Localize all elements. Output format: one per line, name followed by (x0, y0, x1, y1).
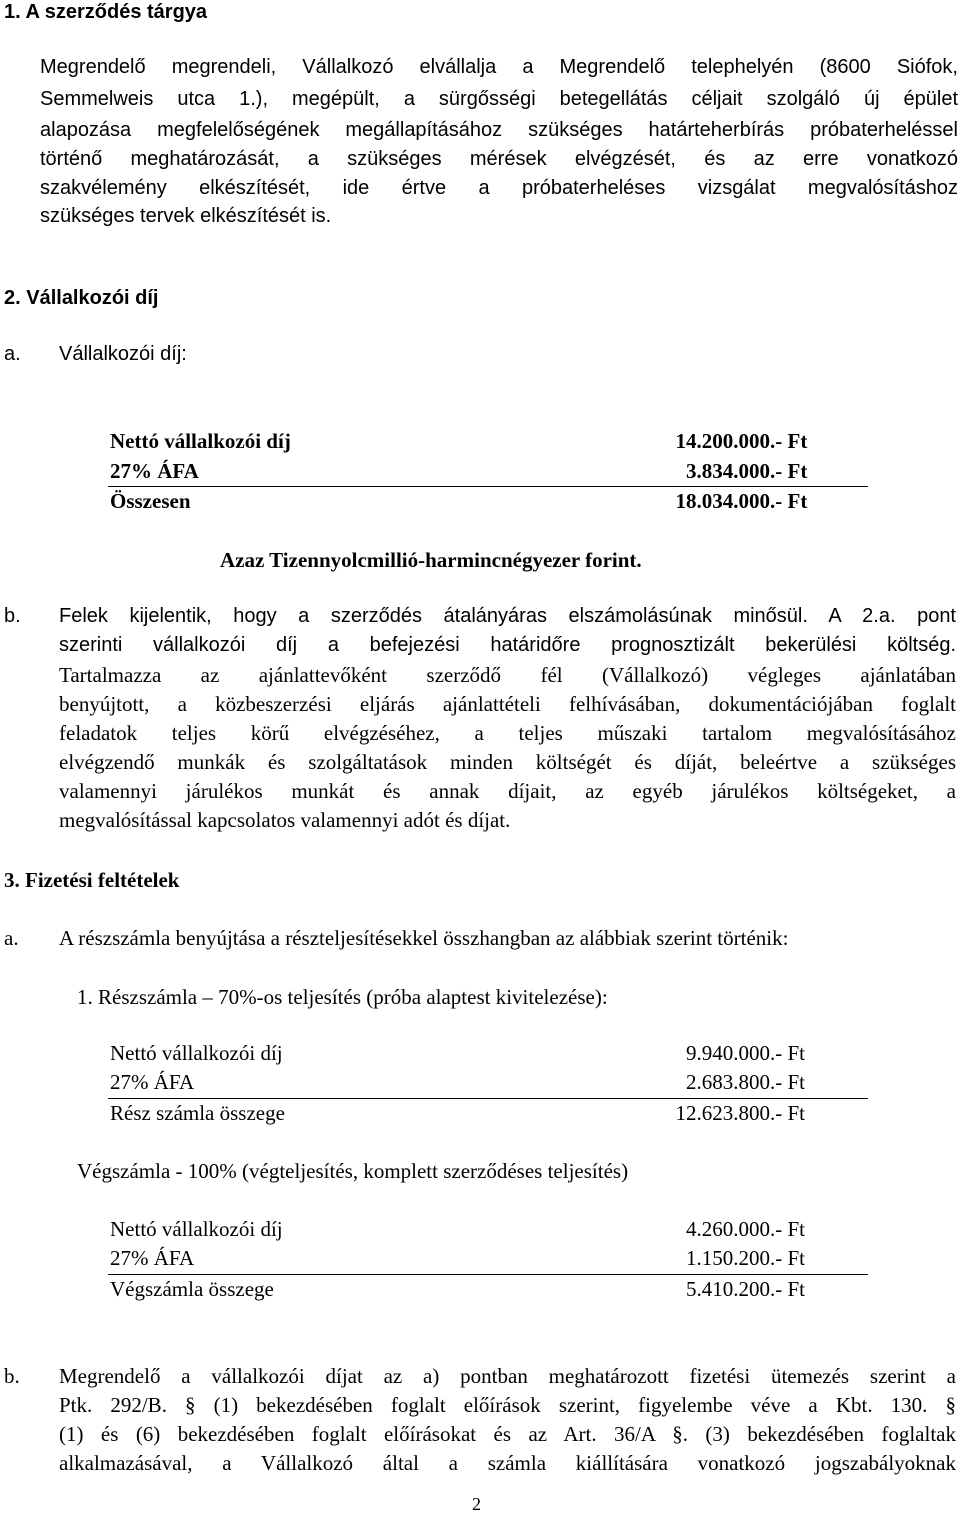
final-row-unit: .- Ft (770, 1277, 806, 1301)
fee-in-words: Azaz Tizennyolcmillió-harmincnégyezer forint. (220, 548, 642, 572)
s2-b-line-8: megvalósítással kapcsolatos valamennyi adót és díjat. (59, 808, 511, 832)
final-row-amount: 1.150.200 (686, 1246, 770, 1270)
section-2-heading: 2. Vállalkozói díj (4, 287, 159, 309)
fee-row-label: 27% ÁFA (110, 459, 199, 483)
fee-row-amount: 14.200.000 (675, 429, 770, 453)
s3-b-line-1: Megrendelő a vállalkozói díjat az a) pontban meghatározott fizetési ütemezés szerint a (59, 1364, 956, 1388)
s2-b-line-3: Tartalmazza az ajánlattevőként szerződő fél (Vállalkozó) végleges ajánlatában (59, 663, 956, 687)
s1-line-4: történő meghatározását, a szükséges mérések elvégzését, és az erre vonatkozó (40, 148, 958, 170)
s2-b-line-5: feladatok teljes körű elvégzéséhez, a teljes műszaki tartalom megvalósításához (59, 721, 956, 745)
s2-b-line-1: Felek kijelentik, hogy a szerződés átalányáras elszámolásúnak minősül. A 2.a. pont (59, 605, 956, 627)
s3-a-marker: a. (4, 926, 19, 950)
part1-row-label: Nettó vállalkozói díj (110, 1041, 283, 1065)
s2-b-line-6: elvégzendő munkák és szolgáltatások minden költségét és díját, beleértve a szükséges (59, 750, 956, 774)
fee-row-amount: 18.034.000 (675, 489, 770, 513)
s2-b-line-2: szerinti vállalkozói díj a befejezési határidőre prognosztizált bekerülési költség. (59, 634, 956, 656)
part1-row-amount: 9.940.000 (686, 1041, 770, 1065)
final-title: Végszámla - 100% (végteljesítés, komplett szerződéses teljesítés) (77, 1159, 629, 1183)
s2-a-marker: a. (4, 343, 21, 365)
fee-row-unit: .- Ft (770, 489, 808, 513)
final-row-label: Végszámla összege (110, 1277, 274, 1301)
s3-b-marker: b. (4, 1364, 20, 1388)
part1-table-divider (108, 1098, 868, 1099)
part1-row-label: Rész számla összege (110, 1101, 285, 1125)
final-row-label: 27% ÁFA (110, 1246, 195, 1270)
fee-row-unit: .- Ft (770, 429, 808, 453)
fee-table-divider (108, 486, 868, 487)
s3-a-text: A részszámla benyújtása a részteljesítésekkel összhangban az alábbiak szerint történik: (59, 926, 789, 950)
s2-b-line-7: valamennyi járulékos munkát és annak díjait, az egyéb járulékos költségeket, a (59, 779, 956, 803)
page-number: 2 (472, 1494, 481, 1514)
s1-line-3: alapozása megfelelőségének megállapításához szükséges határteherbírás próbaterheléssel (40, 119, 958, 141)
s1-line-2: Semmelweis utca 1.), megépült, a sürgősségi betegellátás céljait szolgáló új épület (40, 88, 958, 110)
part1-row-unit: .- Ft (770, 1070, 806, 1094)
s2-b-line-4: benyújtott, a közbeszerzési eljárás ajánlattételi felhívásában, dokumentációjában foglalt (59, 692, 956, 716)
part1-title: 1. Részszámla – 70%-os teljesítés (próba alaptest kivitelezése): (77, 985, 608, 1009)
s1-line-1: Megrendelő megrendeli, Vállalkozó elvállalja a Megrendelő telephelyén (8600 Siófok, (40, 56, 958, 78)
fee-row-amount: 3.834.000 (686, 459, 770, 483)
final-row-unit: .- Ft (770, 1217, 806, 1241)
final-row-label: Nettó vállalkozói díj (110, 1217, 283, 1241)
section-3-heading: 3. Fizetési feltételek (4, 868, 180, 892)
final-row-amount: 4.260.000 (686, 1217, 770, 1241)
final-table-divider (108, 1274, 868, 1275)
part1-row-unit: .- Ft (770, 1101, 806, 1125)
part1-row-amount: 2.683.800 (686, 1070, 770, 1094)
section-1-heading: 1. A szerződés tárgya (4, 1, 208, 23)
s1-line-5: szakvélemény elkészítését, ide értve a próbaterheléses vizsgálat megvalósításhoz (40, 177, 958, 199)
part1-row-unit: .- Ft (770, 1041, 806, 1065)
s2-a-title: Vállalkozói díj: (59, 343, 187, 365)
final-row-unit: .- Ft (770, 1246, 806, 1270)
final-row-amount: 5.410.200 (686, 1277, 770, 1301)
part1-row-label: 27% ÁFA (110, 1070, 195, 1094)
s3-b-line-3: (1) és (6) bekezdésében foglalt előírásokat és az Art. 36/A §. (3) bekezdésében foglaltak (59, 1422, 956, 1446)
s3-b-line-2: Ptk. 292/B. § (1) bekezdésében foglalt előírások szerint, figyelembe véve a Kbt. 130. § (59, 1393, 956, 1417)
fee-row-unit: .- Ft (770, 459, 808, 483)
s3-b-line-4: alkalmazásával, a Vállalkozó által a számla kiállítására vonatkozó jogszabályoknak (59, 1451, 956, 1475)
fee-row-label: Nettó vállalkozói díj (110, 429, 291, 453)
fee-row-label: Összesen (110, 489, 191, 513)
s1-line-6: szükséges tervek elkészítését is. (40, 205, 332, 227)
s2-b-marker: b. (4, 605, 21, 627)
part1-row-amount: 12.623.800 (675, 1101, 770, 1125)
